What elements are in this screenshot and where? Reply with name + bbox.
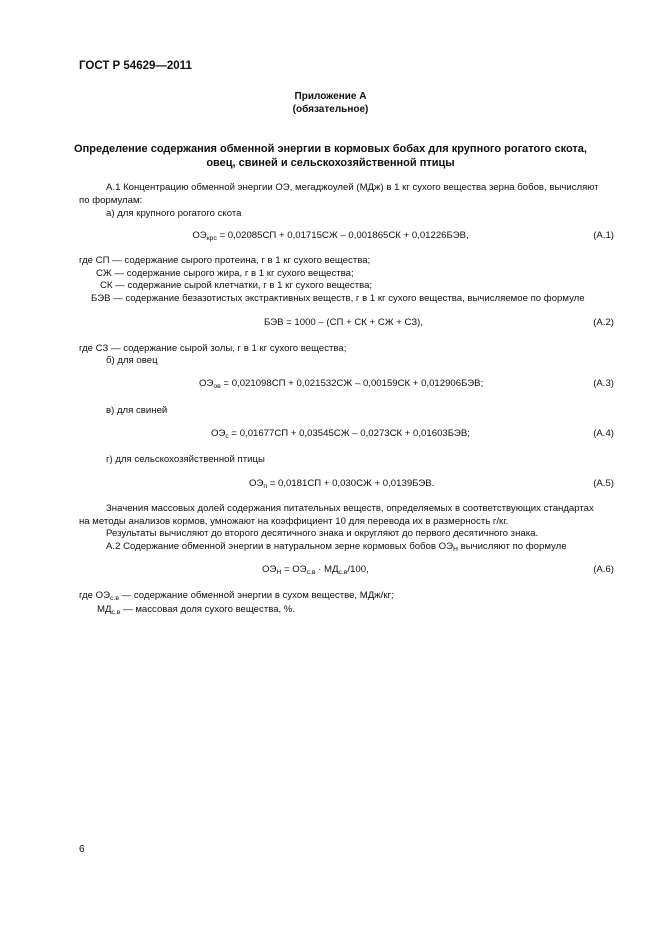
item-b-label: б) для овец (106, 355, 158, 366)
formula-a1: $ОЭ_{крс} = 0,02085СП + 0,01715СЖ - 0,001865СК + 0,01226БЭВ$, (192, 230, 469, 242)
formula-a2: БЭВ = 1000 – (СП + СК + СЖ + СЗ), (264, 317, 424, 328)
where-sp: где СП — содержание сырого протеина, г в 1 кг сухого вещества; (79, 255, 371, 266)
formula-a6-number: (А.6) (593, 564, 614, 575)
item-v-label: в) для свиней (106, 405, 168, 416)
item-a-label: а) для крупного рогатого скота (106, 208, 242, 219)
formula-a3: $ОЭ_{ов} = 0,021098СП + 0,021532СЖ - 0,00159СК + 0,012906БЭВ$; (199, 378, 484, 390)
where-sk: СК — содержание сырой клетчатки, г в 1 кг сухого вещества; (100, 280, 373, 291)
formula-a4: $ОЭ_с = 0,01677СП + 0,03545СЖ - 0,0273СК + 0,01603БЭВ$; (211, 428, 470, 440)
formula-a1-number: (А.1) (593, 230, 614, 241)
formula-a3-number: (А.3) (593, 378, 614, 389)
where-szh: СЖ — содержание сырого жира, г в 1 кг сухого вещества; (96, 268, 354, 279)
formula-a6: $ОЭ_Н = ОЭ_{с.в} \cdot МД_{с.в}/100$, (262, 564, 369, 576)
page-number: 6 (79, 844, 85, 855)
formula-a5-number: (А.5) (593, 478, 614, 489)
paragraph-mass-fractions-line2: на методы анализов кормов, умножают на коэффициент 10 для перевода их в размерность г/кг. (79, 516, 509, 527)
formula-a2-number: (А.2) (593, 317, 614, 328)
formula-a5: $ОЭ_п = 0,0181СП + 0,030СЖ + 0,0139БЭВ$. (249, 478, 435, 490)
document-code: ГОСТ Р 54629—2011 (79, 60, 192, 72)
intro-line2: по формулам: (79, 195, 143, 206)
where-md-sv: $МД_{с.в}$ — массовая доля сухого вещества, %. (97, 604, 296, 616)
intro-line1: А.1 Концентрацию обменной энергии ОЭ, мегаджоулей (МДж) в 1 кг сухого вещества зерна бобов, вычисляют (106, 182, 599, 193)
where-sz: где СЗ — содержание сырой золы, г в 1 кг сухого вещества; (79, 343, 347, 354)
section-title-line1: Определение содержания обменной энергии в кормовых бобах для крупного рогатого скота, (74, 143, 587, 155)
where-oe-sv: где $ОЭ_{с.в}$ — содержание обменной энергии в сухом веществе, МДж/кг; (79, 590, 394, 602)
where-bev: БЭВ — содержание безазотистых экстрактивных веществ, г в 1 кг сухого вещества, вычисляемое по формуле (91, 293, 585, 304)
paragraph-mass-fractions-line1: Значения массовых долей содержания питательных веществ, определяемых в соответствующих стандартах (106, 503, 594, 514)
annex-title: Приложение А (294, 91, 367, 102)
paragraph-rounding: Результаты вычисляют до второго десятичного знака и округляют до первого десятичного знака. (106, 528, 539, 539)
item-g-label: г) для сельскохозяйственной птицы (106, 454, 265, 465)
annex-status: (обязательное) (292, 104, 369, 115)
formula-a4-number: (А.4) (593, 428, 614, 439)
section-title-line2: овец, свиней и сельскохозяйственной птицы (206, 157, 455, 169)
paragraph-a2: А.2 Содержание обменной энергии в натуральном зерне кормовых бобов $ОЭ_Н$ вычисляют по формуле (106, 541, 567, 553)
